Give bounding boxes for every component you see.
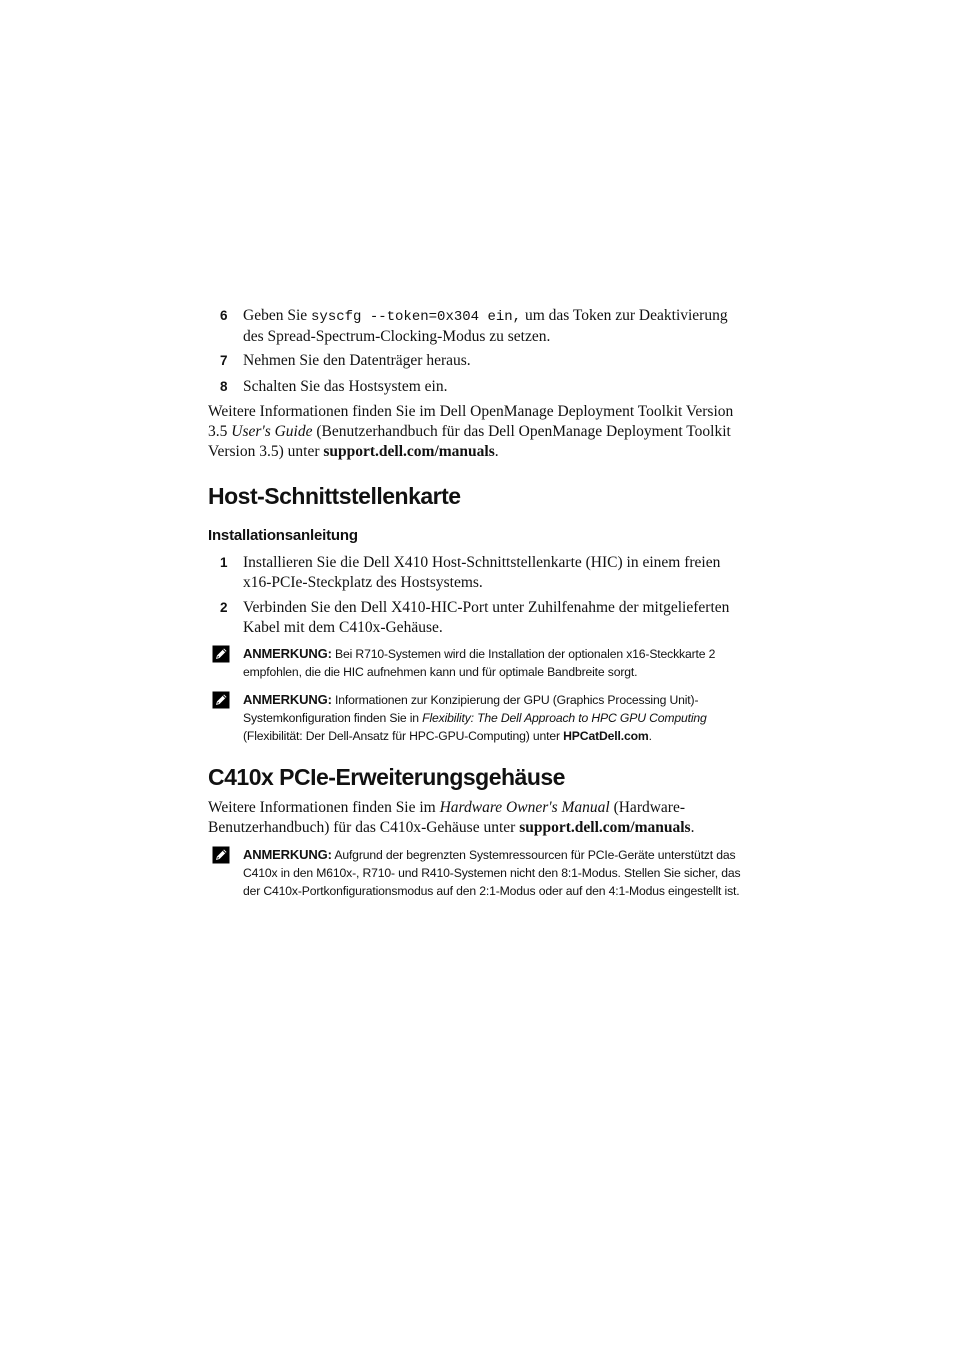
list-item [208,598,748,638]
note-text: ANMERKUNG: Aufgrund der begrenzten Systemressourcen für PCIe-Geräte unterstützt das C410x in den M610x-, R710- und R410-Systemen nicht den 8:1-Modus. Stellen Sie sicher, das der C410x-Portkonfigurationsmodus auf den 2:1-Modus oder auf den 4:1-Modus eingestellt ist. [243,847,741,898]
note-label: ANMERKUNG: [243,692,332,707]
step-number: 7 [220,353,228,368]
step-text: Installieren Sie die Dell X410 Host-Schnittstellenkarte (HIC) in einem freien x16-PCIe-Steckplatz des Hostsystems. [243,554,721,591]
manuals-link[interactable]: support.dell.com/manuals [519,819,691,836]
info-paragraph: Weitere Informationen finden Sie im Hardware Owner's Manual (Hardware-Benutzerhandbuch) für das C410x-Gehäuse unter support.dell.com/manuals. [208,799,695,836]
info-paragraph: Weitere Informationen finden Sie im Dell OpenManage Deployment Toolkit Version 3.5 User's Guide (Benutzerhandbuch für das Dell OpenManage Deployment Toolkit Version 3.5) unter support.dell.com/manuals. [208,403,734,460]
section-title-host-interface-card: Host-Schnittstellenkarte [208,483,461,509]
note-label: ANMERKUNG: [243,847,332,862]
step-text: Schalten Sie das Hostsystem ein. [243,378,448,395]
step-text: Nehmen Sie den Datenträger heraus. [243,352,471,369]
step-number: 8 [220,379,228,394]
step-number: 2 [220,600,228,615]
step-number: 6 [220,308,228,323]
note-pencil-icon [212,645,230,663]
subsection-title-installation: Installationsanleitung [208,527,358,544]
list-item [208,377,748,397]
note-box [208,691,748,745]
step-number: 1 [220,555,228,570]
list-item [208,553,748,593]
hpc-dell-link[interactable]: HPCatDell.com [563,729,649,743]
note-text: ANMERKUNG: Bei R710-Systemen wird die Installation der optionalen x16-Steckkarte 2 empfohlen, die die HIC aufnehmen kann und für optimale Bandbreite sorgt. [243,646,716,679]
note-pencil-icon [212,846,230,864]
list-item [208,306,748,347]
note-box [208,645,748,681]
section-title-c410x-expansion-chassis: C410x PCIe-Erweiterungsgehäuse [208,764,565,790]
note-label: ANMERKUNG: [243,646,332,661]
note-box [208,846,748,900]
manuals-link[interactable]: support.dell.com/manuals [323,443,495,460]
step-text: Verbinden Sie den Dell X410-HIC-Port unter Zuhilfenahme der mitgelieferten Kabel mit dem C410x-Gehäuse. [243,599,730,636]
step-text: Geben Sie syscfg --token=0x304 ein, um das Token zur Deaktivierung des Spread-Spectrum-Clocking-Modus zu setzen. [243,307,728,345]
note-pencil-icon [212,691,230,709]
command-code: syscfg --token=0x304 ein, [311,309,522,325]
list-item [208,351,748,371]
note-text: ANMERKUNG: Informationen zur Konzipierung der GPU (Graphics Processing Unit)-Systemkonfiguration finden Sie in Flexibility: The Dell Approach to HPC GPU Computing (Flexibilität: Der Dell-Ansatz für HPC-GPU-Computing) unter HPCatDell.com. [243,692,707,743]
